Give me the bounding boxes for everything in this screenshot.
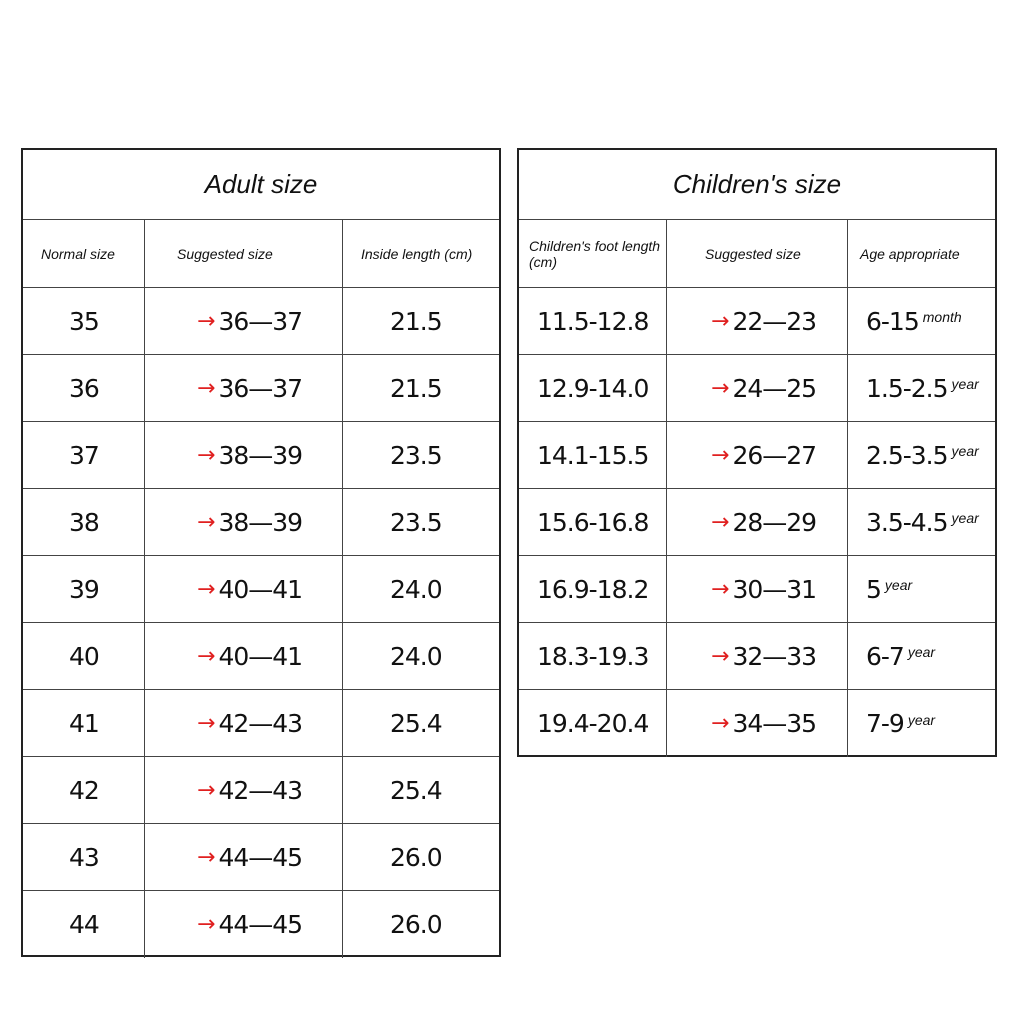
- normal-size-cell: 43: [23, 824, 145, 890]
- suggested-size-cell: [145, 489, 343, 555]
- inside-length-cell: 23.5: [390, 507, 442, 537]
- table-row: [519, 422, 995, 489]
- red-right-arrow-icon: →: [197, 509, 215, 535]
- age-appropriate-cell: [848, 422, 995, 488]
- table-row: [23, 891, 499, 958]
- suggested-size-cell: [667, 288, 848, 354]
- adult-table-body: [23, 288, 499, 958]
- red-right-arrow-icon: →: [711, 509, 729, 535]
- age-value: 2.5-3.5: [866, 440, 948, 470]
- red-right-arrow-icon: →: [197, 777, 215, 803]
- foot-length-cell: 16.9-18.2: [519, 556, 667, 622]
- table-row: [519, 355, 995, 422]
- suggested-size-cell: [667, 623, 848, 689]
- inside-length-cell: 24.0: [390, 641, 442, 671]
- suggested-size-value: 32—33: [732, 641, 817, 671]
- age-unit: month: [922, 309, 962, 325]
- suggested-size-value: 44—45: [218, 910, 303, 939]
- age-value: 3.5-4.5: [866, 507, 948, 537]
- header-inside-length: Inside length (cm): [361, 245, 473, 262]
- suggested-size-cell: [145, 355, 343, 421]
- red-right-arrow-icon: →: [711, 375, 729, 401]
- suggested-size-value: 38—39: [218, 507, 303, 537]
- suggested-size-value: 24—25: [732, 373, 817, 403]
- age-unit: year: [951, 376, 979, 392]
- foot-length-cell: 11.5-12.8: [519, 288, 667, 354]
- red-right-arrow-icon: →: [711, 308, 729, 334]
- inside-length-cell: 23.5: [390, 440, 442, 470]
- age-unit: year: [884, 577, 913, 593]
- table-row: [23, 623, 499, 690]
- age-value: 5: [866, 574, 881, 604]
- suggested-size-cell: [667, 355, 848, 421]
- suggested-size-cell: [667, 489, 848, 555]
- normal-size-cell: 39: [23, 556, 145, 622]
- inside-length-cell: 26.0: [390, 842, 442, 872]
- table-row: [519, 623, 995, 690]
- red-right-arrow-icon: →: [711, 711, 729, 736]
- suggested-size-value: 42—43: [218, 708, 303, 738]
- red-right-arrow-icon: →: [197, 576, 215, 602]
- table-row: [519, 489, 995, 556]
- suggested-size-value: 40—41: [218, 641, 303, 671]
- red-right-arrow-icon: →: [197, 375, 215, 401]
- table-row: [23, 422, 499, 489]
- suggested-size-cell: [145, 556, 343, 622]
- inside-length-cell: 21.5: [390, 373, 442, 403]
- red-right-arrow-icon: →: [197, 912, 215, 937]
- inside-length-cell: 25.4: [390, 708, 442, 738]
- foot-length-cell: 12.9-14.0: [519, 355, 667, 421]
- age-value: 7-9: [866, 709, 904, 738]
- age-appropriate-cell: [848, 690, 995, 757]
- red-right-arrow-icon: →: [711, 442, 729, 468]
- table-row: [23, 355, 499, 422]
- suggested-size-value: 44—45: [218, 842, 303, 872]
- suggested-size-cell: [145, 623, 343, 689]
- suggested-size-cell: [667, 556, 848, 622]
- table-row: [519, 556, 995, 623]
- table-row: [519, 288, 995, 355]
- age-unit: year: [951, 443, 979, 459]
- suggested-size-value: 42—43: [218, 775, 303, 805]
- red-right-arrow-icon: →: [197, 643, 215, 669]
- red-right-arrow-icon: →: [711, 576, 729, 602]
- age-appropriate-cell: [848, 556, 995, 622]
- age-unit: year: [907, 644, 936, 660]
- suggested-size-cell: [145, 757, 343, 823]
- table-row: [23, 288, 499, 355]
- age-value: 6-15: [866, 306, 919, 336]
- red-right-arrow-icon: →: [197, 442, 215, 468]
- inside-length-cell: 24.0: [390, 574, 442, 604]
- normal-size-cell: 38: [23, 489, 145, 555]
- header-normal-size: Normal size: [23, 220, 145, 287]
- age-unit: year: [907, 711, 936, 728]
- children-table-title: Children's size: [519, 150, 995, 220]
- table-row: [23, 757, 499, 824]
- suggested-size-cell: [667, 422, 848, 488]
- table-row: [23, 489, 499, 556]
- age-appropriate-cell: [848, 355, 995, 421]
- header-age-appropriate: Age appropriate: [860, 245, 960, 262]
- suggested-size-value: 34—35: [732, 709, 817, 738]
- table-row: [23, 824, 499, 891]
- inside-length-cell: 21.5: [390, 306, 442, 336]
- adult-table-title: Adult size: [23, 150, 499, 220]
- suggested-size-cell: [667, 690, 848, 757]
- normal-size-cell: 42: [23, 757, 145, 823]
- age-unit: year: [951, 510, 979, 526]
- normal-size-cell: 35: [23, 288, 145, 354]
- suggested-size-value: 28—29: [732, 507, 817, 537]
- inside-length-cell: 25.4: [390, 775, 442, 805]
- suggested-size-value: 30—31: [732, 574, 817, 604]
- age-appropriate-cell: [848, 288, 995, 354]
- suggested-size-value: 26—27: [732, 440, 817, 470]
- suggested-size-cell: [145, 824, 343, 890]
- red-right-arrow-icon: →: [197, 308, 215, 334]
- table-row: [23, 690, 499, 757]
- inside-length-cell: 26.0: [390, 910, 442, 939]
- children-header-row: [519, 220, 995, 288]
- red-right-arrow-icon: →: [711, 643, 729, 669]
- header-foot-length: Children's foot length (cm): [519, 220, 667, 287]
- table-row: [519, 690, 995, 757]
- normal-size-cell: 44: [23, 891, 145, 958]
- adult-header-row: [23, 220, 499, 288]
- table-row: [23, 556, 499, 623]
- age-value: 6-7: [866, 641, 904, 671]
- age-appropriate-cell: [848, 489, 995, 555]
- normal-size-cell: 41: [23, 690, 145, 756]
- suggested-size-value: 22—23: [732, 306, 817, 336]
- suggested-size-value: 36—37: [218, 306, 303, 336]
- foot-length-cell: 19.4-20.4: [519, 690, 667, 757]
- adult-size-table: [21, 148, 501, 957]
- suggested-size-cell: [145, 288, 343, 354]
- header-suggested-size: Suggested size: [145, 220, 343, 287]
- suggested-size-cell: [145, 422, 343, 488]
- red-right-arrow-icon: →: [197, 710, 215, 736]
- foot-length-cell: 14.1-15.5: [519, 422, 667, 488]
- foot-length-cell: 15.6-16.8: [519, 489, 667, 555]
- normal-size-cell: 37: [23, 422, 145, 488]
- normal-size-cell: 36: [23, 355, 145, 421]
- suggested-size-value: 36—37: [218, 373, 303, 403]
- suggested-size-cell: [145, 891, 343, 958]
- children-size-table: [517, 148, 997, 757]
- normal-size-cell: 40: [23, 623, 145, 689]
- children-table-body: [519, 288, 995, 757]
- red-right-arrow-icon: →: [197, 844, 215, 870]
- suggested-size-cell: [145, 690, 343, 756]
- suggested-size-value: 40—41: [218, 574, 303, 604]
- age-value: 1.5-2.5: [866, 373, 948, 403]
- age-appropriate-cell: [848, 623, 995, 689]
- header-suggested-size: Suggested size: [667, 220, 848, 287]
- foot-length-cell: 18.3-19.3: [519, 623, 667, 689]
- suggested-size-value: 38—39: [218, 440, 303, 470]
